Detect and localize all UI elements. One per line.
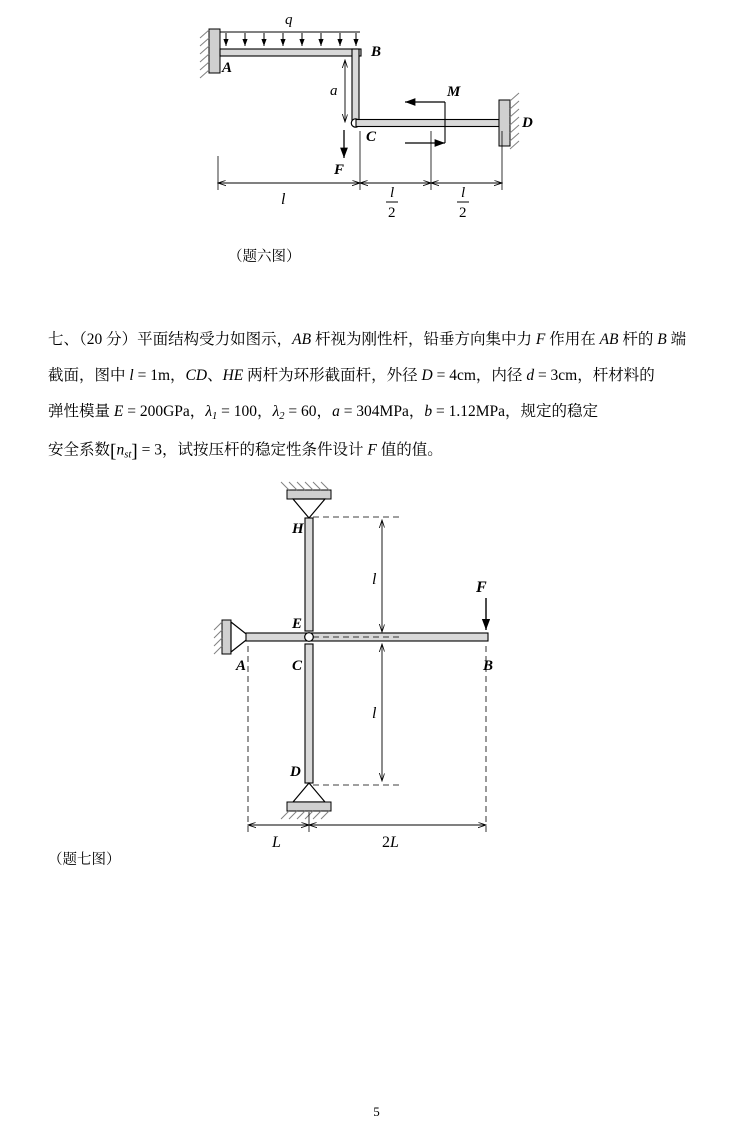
problem-seven-line-4: 安全系数$[n_{st}] = 3$，试按压杆的稳定性条件设计 F 值的值。 — [48, 440, 443, 462]
fig6-force-F — [333, 130, 344, 178]
fig7-label-l-top: l — [372, 571, 377, 588]
fig6-label-M: M — [447, 84, 461, 100]
page-number: 5 — [373, 1104, 380, 1119]
figure-seven-caption: （题七图） — [48, 852, 121, 868]
fig6-distributed-load-q — [220, 12, 360, 46]
svg-text:2: 2 — [459, 205, 467, 221]
fig7-label-C: C — [292, 658, 303, 674]
fig6-dimensions — [218, 131, 502, 221]
fig7-dim-l-bottom — [372, 644, 382, 781]
fig6-dim-label-l: l — [281, 191, 286, 208]
fig6-label-D: D — [522, 115, 533, 131]
fig7-extension-lines — [313, 517, 400, 785]
fig7-force-F — [475, 579, 487, 630]
figure-six-caption: （题六图） — [228, 249, 301, 265]
svg-text:2: 2 — [388, 205, 396, 221]
problem-seven-line-1: 七、（20 分）平面结构受力如图示，AB 杆视为刚性杆，铅垂方向集中力 F 作用在 AB 杆的 B 端 — [48, 331, 687, 348]
problem-seven-line-3: 弹性模量 E = 200GPa，$\lambda_1 = 100$，$\lambda_2 = 60$，a = 304MPa，b = 1.12MPa，规定的稳定 — [48, 402, 599, 422]
fig6-label-a: a — [330, 83, 338, 99]
fig6-dim-label-half-l-1 — [386, 185, 398, 221]
fig7-support-A — [214, 620, 250, 654]
fig6-beam-AB — [220, 49, 361, 56]
fig7-support-H — [281, 482, 331, 518]
fig7-label-E: E — [292, 616, 303, 632]
fig6-label-B: B — [371, 44, 382, 60]
fig6-member-BC — [352, 49, 359, 125]
fig7-support-D — [281, 783, 331, 819]
fig6-moment-M — [405, 84, 461, 143]
fig6-member-CD — [356, 120, 499, 127]
figure-six-diagram — [0, 0, 753, 270]
fig7-label-A: A — [236, 658, 247, 674]
problem-seven-line-2: 截面，图中 l = 1m，CD、HE 两杆为环形截面杆，外径 D = 4cm，内径 d = 3cm，杆材料的 — [48, 366, 655, 384]
fig6-support-D — [499, 93, 533, 149]
fig6-label-F: F — [334, 162, 345, 178]
fig6-dim-a — [330, 60, 345, 122]
fig7-label-H: H — [292, 521, 304, 537]
fig7-label-D: D — [290, 764, 301, 780]
problem-seven-text — [48, 322, 708, 475]
svg-text:l: l — [461, 185, 466, 201]
figure-seven-diagram — [0, 480, 753, 860]
fig7-dim-l-top — [372, 520, 382, 632]
fig7-label-2L: 2L — [382, 834, 399, 851]
fig6-dim-label-half-l-2 — [457, 185, 469, 221]
fig7-dim-horizontal — [248, 646, 486, 851]
fig7-label-L: L — [272, 834, 281, 851]
fig7-joint-E — [305, 633, 314, 642]
fig7-label-F: F — [476, 579, 487, 596]
fig6-label-C: C — [366, 129, 377, 145]
fig7-column-HD — [305, 518, 313, 783]
fig6-label-q: q — [285, 12, 293, 28]
fig7-label-l-bottom: l — [372, 705, 377, 722]
fig6-label-A: A — [222, 60, 233, 76]
svg-text:l: l — [390, 185, 395, 201]
fig6-support-A — [200, 29, 220, 78]
fig7-label-B: B — [483, 658, 494, 674]
